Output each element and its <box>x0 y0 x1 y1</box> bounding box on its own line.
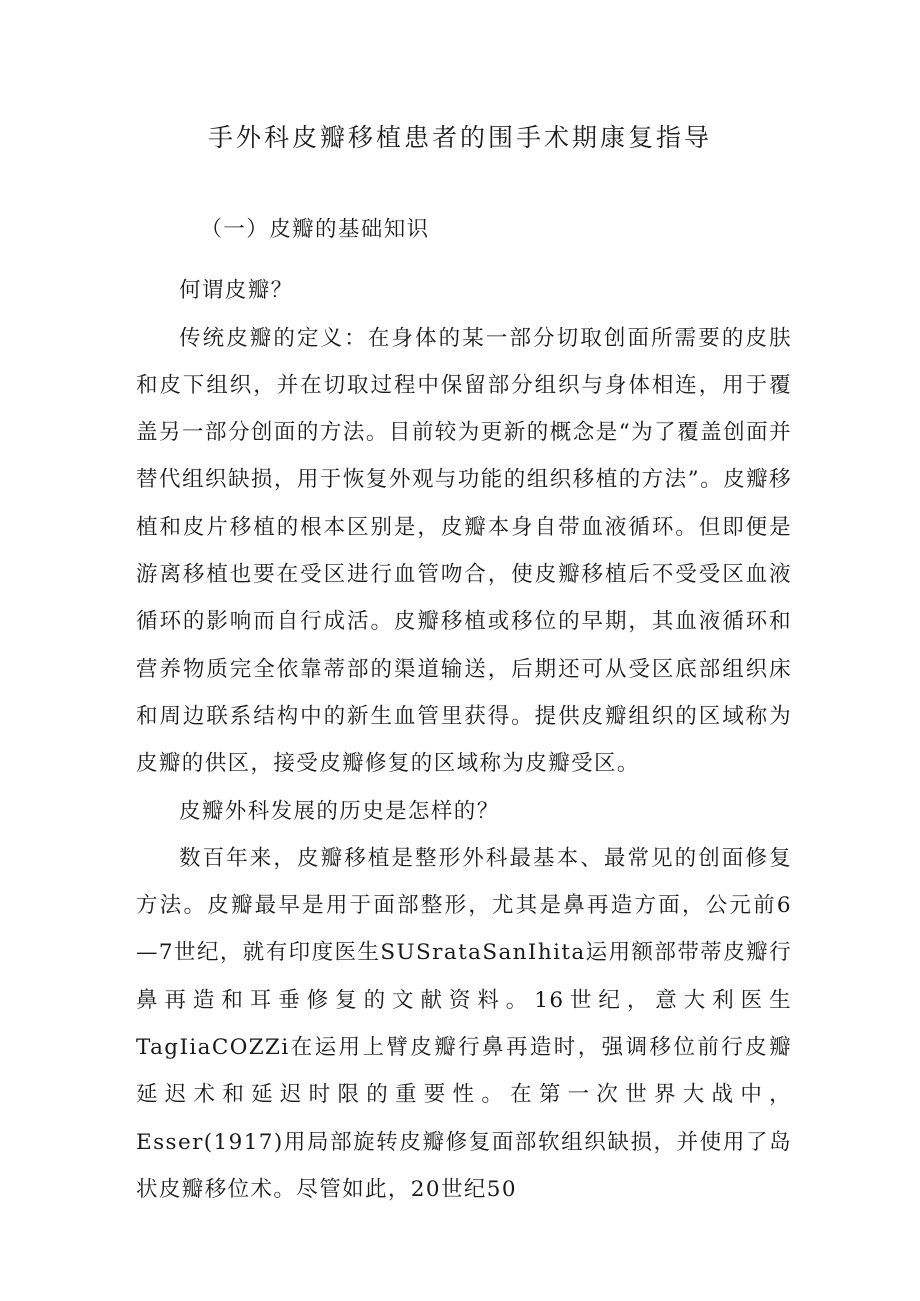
document-body <box>136 206 792 1213</box>
section-heading: （一）皮瓣的基础知识 <box>200 217 430 242</box>
paragraph-flap-definition: 传统皮瓣的定义：在身体的某一部分切取创面所需要的皮肤和皮下组织，并在切取过程中保留部分组织与身体相连，用于覆盖另一部分创面的方法。目前较为更新的概念是“为了覆盖创面并替代组织缺损，用于恢复外观与功能的组织移植的方法”。皮瓣移植和皮片移植的根本区别是，皮瓣本身自带血液循环。但即便是游离移植也要在受区进行血管吻合，使皮瓣移植后不受受区血液循环的影响而自行成活。皮瓣移植或移位的早期，其血液循环和营养物质完全依靠蒂部的渠道输送，后期还可从受区底部组织床和周边联系结构中的新生血管里获得。提供皮瓣组织的区域称为皮瓣的供区，接受皮瓣修复的区域称为皮瓣受区。 <box>136 325 792 777</box>
question-flap-history: 皮瓣外科发展的历史是怎样的？ <box>179 798 500 824</box>
document-title: 手外科皮瓣移植患者的围手术期康复指导 <box>207 123 712 152</box>
paragraph-flap-history: 数百年来，皮瓣移植是整形外科最基本、最常见的创面修复方法。皮瓣最早是用于面部整形，尤其是鼻再造方面，公元前6—7世纪，就有印度医生SUSrataSanIhita运用额部带蒂皮瓣行鼻再造和耳垂修复的文献资料。16世纪，意大利医生TagIiaCOZZi在运用上臂皮瓣行鼻再造时，强调移位前行皮瓣延迟术和延迟时限的重要性。在第一次世界大战中，Esser(1917)用局部旋转皮瓣修复面部软组织缺损，并使用了岛状皮瓣移位术。尽管如此，20世纪50 <box>136 845 792 1202</box>
question-what-is-flap: 何谓皮瓣？ <box>179 278 294 304</box>
